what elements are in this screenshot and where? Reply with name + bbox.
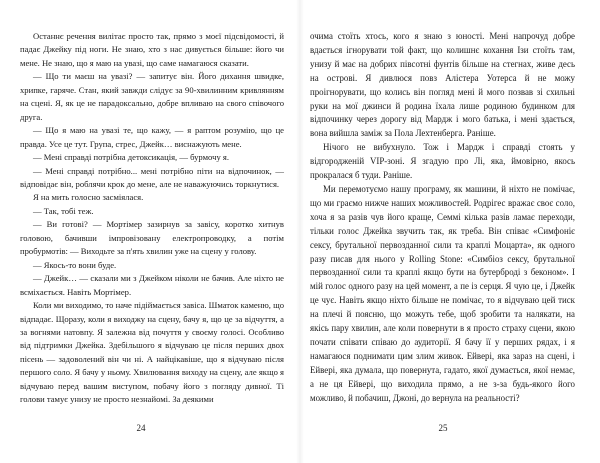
paragraph: Ми перемотуємо нашу програму, як машини, й ніхто не помічає, що ми граємо нижче наших можливостей. Родрігес вражає своє соло, хоча я за разів чув його краще, Семмі кілька разів ламає переходи, тільки голос Джейка звучить так, як треба. Він співає «Симфоніє сексу, брутальної первозданної сили та краплі Моцарта», як одного разу писав для нього у Rolling Stone: «Симбіоз сексу, брутальної первозданної сили та краплі якщо бути на бутербродi з беконом». І мій голос одного разу на цей момент, а пе із серця. Я чую це, і Джейк це чує. Навіть якщо ніхто більше не помічає, то я відчуваю цей тиск на плечі й поясню, що можуть тебе, щоб зробити та налякати, на якісь пару хвилин, але коли повернути в я просто страху сцени, якою почати співати співаю до аудиторії. Я бачу її у перших рядах, і я намагаюся поднимати цим злим живок. Ейвері, яка зараз на сцені, і Ейвері, яка думала, що повернута, гадато, якої думається, якої немає, а не ця Ейвері, що виходила прямо, а не з-за будь-якого його можливо, й побачиш, Джоні, до вернула на реальності? [310, 183, 575, 403]
paragraph: — Що ти маєш на увазі? — запитує він. Його дихання швидке, хрипке, гаряче. Стан, який завжди слідує за 90-хвилинним кривлянням на сцені. Я, як це не парадоксально, добре впливаю на свого співочого друга. [20, 71, 284, 122]
paragraph: очима стоїть хтось, кого я знаю з юності. Мені напрочуд добре вдається ігнорувати той факт, що колишнє кохання Ізи стоїть там, унизу й має на добрих півсотні фунтів більше на стегнах, живе десь на острові. Я дивлюся повз Алістера Уотерса й не можу проігнорувати, що колись він погляд мені й мого позвав зі схильні руки на мої джинси й родина їхала лише родиною будинком для відпочинку через дорогу від Мардж і мого батька, і мені здається, вона вийшла заміж за Пола Лехтенберга. Раніше. [310, 31, 575, 139]
left-page [20, 30, 284, 407]
right-page-number: 25 [438, 423, 448, 433]
paragraph: Коли ми виходимо, то наче підіймається завіса. Шматок каменю, що відпадає. Щоразу, коли я виходжу на сцену, бачу я, що це за відчуття, а за вогнями натовпу. Я залежна від почуття у своєму голосі. Особливо від підтримки Джейка. Здебільшого я відчуваю це після перших двох пісень — задоволений він чи ні. А найцікавіше, що я відчуваю після першого соло. Я бачу у ньому. Хвилювання виходу на сцену, але якщо я відчуваю перед вашим виступом, побачу його з погляду дивної. Ті голови тамує унизу не просто незнайомі. За деякими [20, 300, 284, 405]
paragraph: Нічого не вибухнуло. Тож і Мардж і справді стоять у відгородженій VIP-зоні. Я згадую про Лі, яка, ймовірно, якось прокралася б туди. Раніше. [310, 142, 575, 181]
paragraph: — Джейк… — сказали ми з Джейком ніколи не бачив. Але ніхто не всміхається. Навіть Мортімер. [20, 273, 284, 297]
paragraph: Я на мить голосно засміялася. [33, 192, 144, 203]
paragraph: — Мені справді потрібна детоксикація, — бурмочу я. [33, 152, 229, 163]
paragraph: Останнє речення вилітає просто так, прямо з моєї підсвідомості, й падає Джейку під ноги. Не знаю, хто з нас дивується більше: його чи мене. Не знаю, що я маю на увазі, що саме намагаюся сказати. [20, 31, 284, 68]
paragraph: — Якось-то вони буде. [33, 259, 117, 270]
paragraph: — Ви готові? — Мортімер зазирнув за завісу, коротко хитнув головою, бачивши імпровізовану електропроводку, а потім пробурмотів: — Виходьте за п'ять хвилин уже на сцену у голову. [20, 219, 284, 257]
paragraph: — Мені справді потрібно... мені потрібно піти на відпочинок, — відповідає він, роблячи крок до мене, але не наважуючись торкнутися. [20, 165, 284, 189]
left-page-number: 24 [136, 423, 146, 433]
paragraph: — Так, тобі теж. [33, 205, 94, 216]
paragraph: — Що я маю на увазі те, що кажу, — я раптом розумію, що це правда. Усе це тут. Група, стрес, Джейк… виснажують мене. [20, 125, 284, 149]
right-page [310, 30, 575, 405]
book-gutter [296, 0, 304, 463]
